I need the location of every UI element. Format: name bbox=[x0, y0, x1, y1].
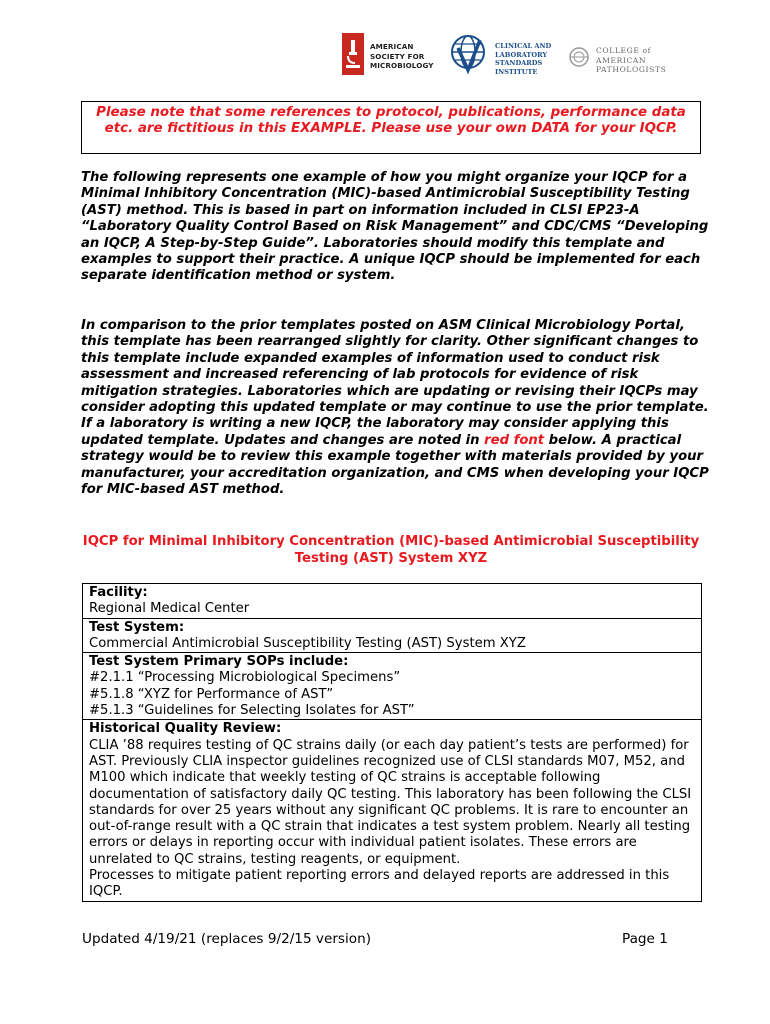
historical-review-text: CLIA ’88 requires testing of QC strains daily (or each day patient’s tests are performed) for AST. Previously CLIA inspector guidelines recognized use of CLSI standards M07, M52, and M100 which indicate that weekly testing of QC strains is acceptable following documentation of satisfactory daily QC testing. This laboratory has been following the CLSI standards for over 25 years without any significant QC problems. It is rare to encounter an out-of-range result with a QC strain that indicates a test system problem. Nearly all testing errors or delays in reporting occur with individual patient isolates. These errors are unrelated to QC strains, testing reagents, or equipment. bbox=[89, 737, 692, 867]
template-changes-text: In comparison to the prior templates posted on ASM Clinical Microbiology Portal, this template has been rearranged slightly for clarity. Other significant changes to this template include expanded examples of information used to conduct risk assessment and increased referencing of lab protocols for evidence of risk mitigation strategies. Laboratories which are updating or revising their IQCPs may consider adopting this updated template or may continue to use the prior template. If a laboratory is writing a new IQCP, the laboratory may consider applying this updated template. Updates and changes are noted in bbox=[81, 318, 709, 448]
historical-review-note: Processes to mitigate patient reporting errors and delayed reports are addressed in this IQCP. bbox=[89, 868, 670, 900]
iqcp-info-table bbox=[82, 583, 702, 902]
sop-item: #5.1.3 “Guidelines for Selecting Isolates for AST” bbox=[89, 703, 415, 719]
clsi-logo-line: INSTITUTE bbox=[495, 67, 538, 76]
intro-paragraph: The following represents one example of how you might organize your IQCP for a Minimal Inhibitory Concentration (MIC)-based Antimicrobial Susceptibility Testing (AST) method. This is based in part on information included in CLSI EP23-A “Laboratory Quality Control Based on Risk Management” and CDC/CMS “Developing an IQCP, A Step-by-Step Guide”. Laboratories should modify this template and examples to support their practice. A unique IQCP should be implemented for each separate identification method or system. bbox=[81, 170, 709, 284]
cap-emblem-icon bbox=[568, 46, 590, 68]
historical-review-label: Historical Quality Review: bbox=[89, 721, 282, 737]
document-title: IQCP for Minimal Inhibitory Concentration (MIC)-based Antimicrobial Susceptibility Testing (AST) System XYZ bbox=[82, 534, 700, 566]
footer-updated: Updated 4/19/21 (replaces 9/2/15 version) bbox=[82, 931, 372, 947]
cap-logo-line: COLLEGE of AMERICAN bbox=[596, 46, 652, 65]
header-logos bbox=[342, 30, 702, 80]
test-system-label: Test System: bbox=[89, 619, 185, 635]
test-system-row bbox=[83, 619, 701, 654]
clsi-logo bbox=[448, 30, 563, 80]
test-system-value: Commercial Antimicrobial Susceptibility Testing (AST) System XYZ bbox=[89, 635, 526, 651]
asm-logo-line: MICROBIOLOGY bbox=[370, 61, 434, 71]
asm-logo-line: SOCIETY FOR bbox=[370, 51, 425, 61]
red-font-highlight: red font bbox=[484, 432, 545, 448]
cap-logo bbox=[568, 30, 703, 80]
sop-item: #5.1.8 “XYZ for Performance of AST” bbox=[89, 686, 334, 702]
template-changes-text-end: below. A practical strategy would be to review this example together with materials provided by your manufacturer, your accreditation organization, and CMS when developing your IQCP for MIC-based AST method. bbox=[81, 432, 709, 498]
page-number: Page 1 bbox=[622, 931, 668, 947]
fictitious-data-notice: Please note that some references to protocol, publications, performance data etc. are fictitious in this EXAMPLE. Please use your own DATA for your IQCP. bbox=[81, 101, 701, 154]
sops-label: Test System Primary SOPs include: bbox=[89, 654, 349, 670]
facility-row bbox=[83, 584, 701, 619]
facility-value: Regional Medical Center bbox=[89, 601, 250, 617]
clsi-logo-line: CLINICAL AND bbox=[495, 42, 552, 50]
clsi-logo-line: STANDARDS bbox=[495, 59, 543, 68]
cap-logo-line: PATHOLOGISTS bbox=[596, 65, 667, 74]
microscope-icon bbox=[342, 33, 364, 75]
asm-logo bbox=[342, 30, 437, 80]
globe-icon bbox=[448, 32, 492, 76]
sops-row bbox=[83, 653, 701, 720]
clsi-logo-line: LABORATORY bbox=[495, 50, 548, 59]
template-changes-paragraph bbox=[81, 318, 711, 498]
facility-label: Facility: bbox=[89, 585, 148, 600]
asm-logo-line: AMERICAN bbox=[370, 42, 414, 51]
historical-review-row bbox=[83, 720, 701, 900]
sop-item: #2.1.1 “Processing Microbiological Specimens” bbox=[89, 670, 401, 686]
